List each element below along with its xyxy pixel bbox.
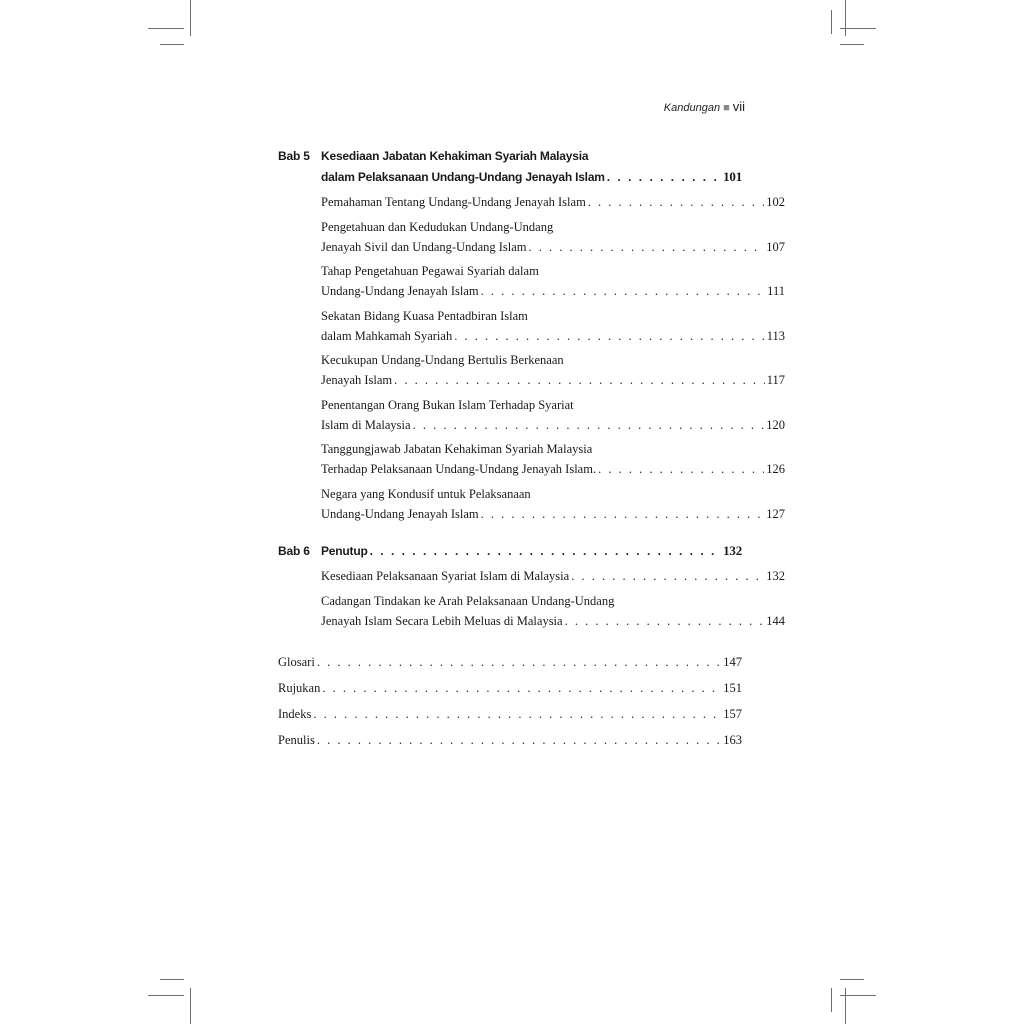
crop-mark: [190, 0, 191, 36]
entry-title: Negara yang Kondusif untuk Pelaksanaan: [321, 487, 531, 501]
toc-back-matter[interactable]: [278, 655, 742, 675]
leader-dots: [481, 507, 765, 522]
crop-mark: [840, 979, 864, 980]
leader-dots: [571, 569, 764, 584]
leader-dots: [529, 240, 765, 255]
leader-dots: [317, 655, 721, 670]
toc-back-matter[interactable]: [278, 681, 742, 701]
chapter-title: Penutup: [321, 544, 368, 558]
leader-dots: [481, 284, 766, 299]
chapter-label: Bab 6: [278, 544, 310, 558]
leader-dots: [317, 733, 721, 748]
crop-mark: [831, 10, 832, 34]
leader-dots: [598, 462, 764, 477]
page-number: 127: [766, 507, 785, 521]
crop-mark: [845, 0, 846, 36]
leader-dots: [454, 329, 764, 344]
entry-title-cont: Terhadap Pelaksanaan Undang-Undang Jenayah Islam.: [321, 462, 597, 476]
toc-chapter-6[interactable]: [278, 543, 742, 563]
toc-back-matter[interactable]: [278, 707, 742, 727]
header-page-number: vii: [732, 99, 745, 114]
toc-entry[interactable]: [278, 264, 785, 304]
page-number: 157: [723, 707, 742, 721]
crop-mark: [840, 44, 864, 45]
chapter-label: Bab 5: [278, 149, 310, 163]
entry-title-cont: Jenayah Islam: [321, 373, 393, 387]
entry-title: Cadangan Tindakan ke Arah Pelaksanaan Undang-Undang: [321, 594, 615, 608]
page-number: 126: [766, 462, 785, 476]
entry-title: Glosari: [278, 655, 315, 669]
page-number: 132: [766, 569, 785, 583]
crop-mark: [160, 44, 184, 45]
toc-chapter-5[interactable]: [278, 149, 742, 189]
toc-entry[interactable]: [278, 442, 785, 482]
crop-mark: [160, 979, 184, 980]
leader-dots: [313, 707, 721, 722]
toc-entry[interactable]: [278, 487, 785, 527]
entry-title-cont: dalam Mahkamah Syariah: [321, 329, 453, 343]
entry-title: Pemahaman Tentang Undang-Undang Jenayah Islam: [321, 195, 586, 209]
entry-title: Rujukan: [278, 681, 321, 695]
entry-title: Penentangan Orang Bukan Islam Terhadap Syariat: [321, 398, 574, 412]
entry-title: Indeks: [278, 707, 312, 721]
crop-mark: [148, 995, 184, 996]
toc-entry[interactable]: [278, 309, 785, 349]
leader-dots: [322, 681, 721, 696]
page-number: 132: [723, 543, 742, 558]
header-separator: ■: [723, 102, 730, 114]
page-number: 163: [723, 733, 742, 747]
page-number: 151: [723, 681, 742, 695]
entry-title-cont: Undang-Undang Jenayah Islam: [321, 507, 479, 521]
chapter-title: Kesediaan Jabatan Kehakiman Syariah Malaysia: [321, 149, 589, 163]
toc-entry[interactable]: [278, 398, 785, 438]
running-header: [600, 99, 745, 114]
toc-entry[interactable]: [278, 594, 785, 634]
crop-mark: [148, 28, 184, 29]
entry-title-cont: Undang-Undang Jenayah Islam: [321, 284, 479, 298]
toc-entry[interactable]: [278, 353, 785, 393]
leader-dots: [607, 170, 721, 184]
leader-dots: [370, 544, 721, 558]
entry-title: Kesediaan Pelaksanaan Syariat Islam di Malaysia: [321, 569, 570, 583]
entry-title: Tahap Pengetahuan Pegawai Syariah dalam: [321, 264, 539, 278]
toc-back-matter[interactable]: [278, 733, 742, 753]
entry-title: Penulis: [278, 733, 315, 747]
leader-dots: [394, 373, 765, 388]
entry-title-cont: Jenayah Islam Secara Lebih Meluas di Malaysia: [321, 614, 563, 628]
crop-mark: [840, 28, 876, 29]
page-number: 107: [766, 240, 785, 254]
page-number: 144: [766, 614, 785, 628]
leader-dots: [588, 195, 764, 210]
page-number: 120: [766, 418, 785, 432]
page-number: 101: [723, 169, 742, 184]
toc-entry[interactable]: [278, 569, 785, 589]
page-number: 117: [766, 373, 785, 387]
crop-mark: [190, 988, 191, 1024]
crop-mark: [831, 988, 832, 1012]
leader-dots: [413, 418, 765, 433]
entry-title: Kecukupan Undang-Undang Bertulis Berkenaan: [321, 353, 564, 367]
entry-title: Pengetahuan dan Kedudukan Undang-Undang: [321, 220, 554, 234]
chapter-title-cont: dalam Pelaksanaan Undang-Undang Jenayah Islam: [321, 170, 605, 184]
crop-mark: [845, 988, 846, 1024]
entry-title-cont: Islam di Malaysia: [321, 418, 411, 432]
entry-title: Tanggungjawab Jabatan Kehakiman Syariah Malaysia: [321, 442, 593, 456]
entry-title: Sekatan Bidang Kuasa Pentadbiran Islam: [321, 309, 528, 323]
toc-entry[interactable]: [278, 195, 785, 215]
page-number: 147: [723, 655, 742, 669]
entry-title-cont: Jenayah Sivil dan Undang-Undang Islam: [321, 240, 527, 254]
page-number: 113: [766, 329, 785, 343]
toc-entry[interactable]: [278, 220, 785, 260]
page-number: 111: [767, 284, 785, 298]
header-title: Kandungan: [663, 102, 721, 114]
leader-dots: [565, 614, 765, 629]
page-number: 102: [766, 195, 785, 209]
